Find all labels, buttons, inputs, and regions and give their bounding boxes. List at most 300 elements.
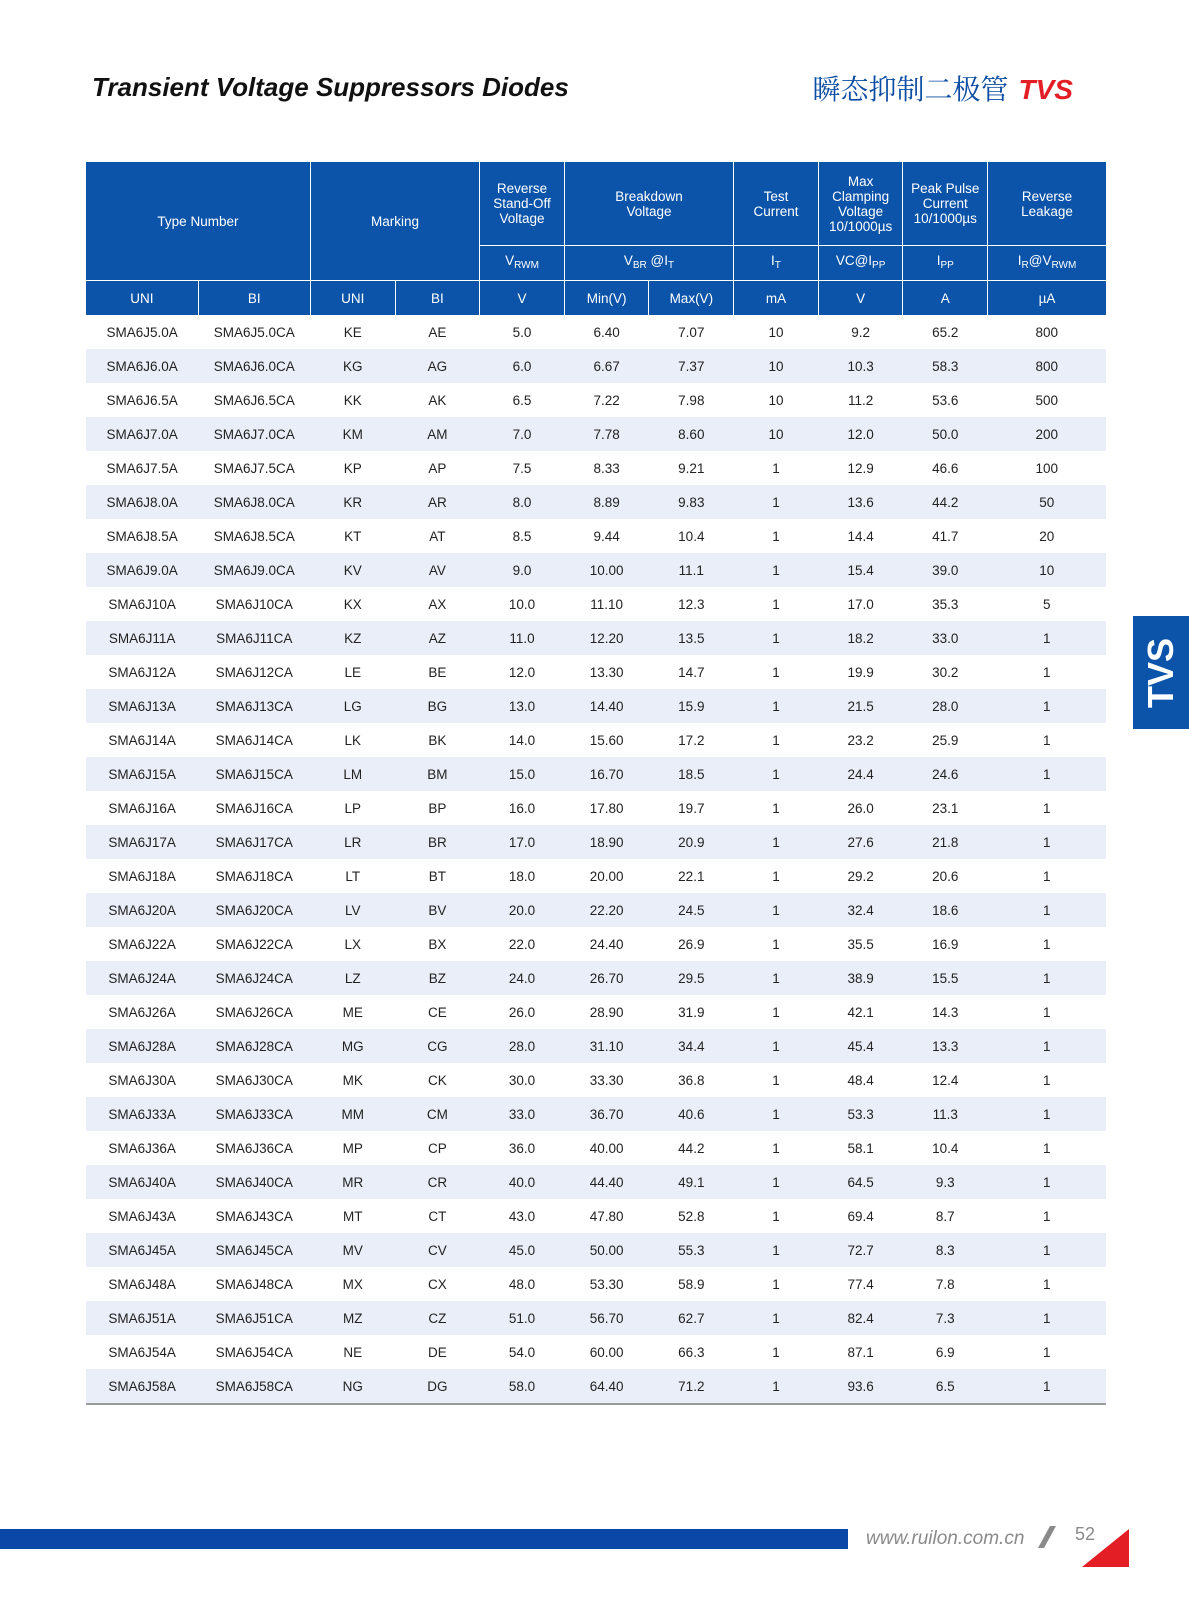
cell-it: 1 xyxy=(772,732,780,748)
cell-type-bi: SMA6J8.0CA xyxy=(198,485,310,519)
cell-type-uni: SMA6J11A xyxy=(86,621,198,655)
cell-vrwm: 7.5 xyxy=(512,460,532,476)
cell-vbr-min: 22.20 xyxy=(564,893,649,927)
cell-type-bi: SMA6J22CA xyxy=(215,936,293,952)
cell-marking-bi: CK xyxy=(427,1072,447,1088)
cell-it: 1 xyxy=(772,596,780,612)
cell-marking-bi: CE xyxy=(427,1004,447,1020)
cell-it: 1 xyxy=(772,664,780,680)
cell-vrwm: 54.0 xyxy=(508,1344,536,1360)
cell-vrwm: 8.0 xyxy=(480,485,565,519)
title-cn-text: 瞬态抑制二极管 xyxy=(812,74,1009,105)
cell-ir: 5 xyxy=(1043,596,1051,612)
cell-marking-bi: BP xyxy=(428,800,447,816)
cell-vbr-max: 24.5 xyxy=(649,893,734,927)
cell-marking-bi: CT xyxy=(428,1208,447,1224)
cell-ipp: 46.6 xyxy=(932,460,959,476)
table-row xyxy=(86,553,1106,587)
cell-marking-uni: KE xyxy=(343,324,362,340)
cell-marking-uni: KZ xyxy=(310,621,395,655)
cell-marking-bi: CX xyxy=(427,1276,447,1292)
table-row xyxy=(86,315,1106,349)
cell-type-uni: SMA6J8.0A xyxy=(86,485,198,519)
table-row xyxy=(86,1131,1106,1165)
cell-marking-uni: MZ xyxy=(310,1301,395,1335)
cell-vc: 11.2 xyxy=(847,392,874,408)
cell-marking-uni: KP xyxy=(343,460,362,476)
cell-ipp: 35.3 xyxy=(932,596,959,612)
cell-ipp: 7.3 xyxy=(903,1301,988,1335)
cell-marking-bi: AE xyxy=(428,324,447,340)
cell-marking-uni: LM xyxy=(310,757,395,791)
cell-it: 10 xyxy=(768,324,784,340)
cell-it: 10 xyxy=(734,349,819,383)
cell-type-uni: SMA6J45A xyxy=(86,1233,198,1267)
cell-marking-uni: MM xyxy=(310,1097,395,1131)
cell-ipp: 8.3 xyxy=(903,1233,988,1267)
cell-type-bi: SMA6J28CA xyxy=(198,1029,310,1063)
footer-url: www.ruilon.com.cn xyxy=(866,1528,1025,1549)
cell-marking-bi: BX xyxy=(428,936,447,952)
cell-vrwm: 58.0 xyxy=(480,1369,565,1404)
cell-ir: 1 xyxy=(988,961,1106,995)
cell-vrwm: 45.0 xyxy=(480,1233,565,1267)
cell-ir: 1 xyxy=(1043,1140,1051,1156)
footer-bar xyxy=(0,1529,848,1549)
cell-vbr-min: 26.70 xyxy=(564,961,649,995)
cell-marking-uni: MV xyxy=(310,1233,395,1267)
cell-ipp: 28.0 xyxy=(903,689,988,723)
cell-vbr-min: 47.80 xyxy=(589,1208,624,1224)
cell-it: 1 xyxy=(734,757,819,791)
table-row xyxy=(86,1063,1106,1097)
cell-vbr-min: 15.60 xyxy=(589,732,624,748)
cell-type-bi: SMA6J20CA xyxy=(198,893,310,927)
cell-it: 1 xyxy=(734,553,819,587)
cell-vbr-min: 28.90 xyxy=(589,1004,624,1020)
cell-ir: 500 xyxy=(1035,392,1059,408)
cell-type-uni: SMA6J15A xyxy=(86,757,198,791)
cell-ir: 50 xyxy=(988,485,1106,519)
cell-it: 1 xyxy=(734,893,819,927)
cell-ir: 1 xyxy=(1043,1004,1051,1020)
cell-marking-bi: AX xyxy=(428,596,447,612)
unit-header: µA xyxy=(988,281,1106,316)
cell-marking-uni: KM xyxy=(310,417,395,451)
table-row xyxy=(86,927,1106,961)
cell-vc: 93.6 xyxy=(818,1369,903,1404)
cell-vbr-max: 7.98 xyxy=(678,392,705,408)
cell-marking-bi: BG xyxy=(395,689,480,723)
cell-type-bi: SMA6J54CA xyxy=(215,1344,293,1360)
cell-marking-bi: BV xyxy=(395,893,480,927)
cell-vc: 64.5 xyxy=(818,1165,903,1199)
cell-it: 1 xyxy=(734,1369,819,1404)
cell-it: 1 xyxy=(734,689,819,723)
cell-vbr-max: 12.3 xyxy=(678,596,705,612)
table-row xyxy=(86,383,1106,417)
cell-ir: 1 xyxy=(988,1165,1106,1199)
cell-type-uni: SMA6J36A xyxy=(108,1140,176,1156)
cell-it: 10 xyxy=(734,417,819,451)
unit-header: BI xyxy=(395,281,480,316)
cell-type-bi: SMA6J7.5CA xyxy=(213,460,295,476)
cell-vbr-max: 9.21 xyxy=(678,460,705,476)
cell-vrwm: 6.0 xyxy=(480,349,565,383)
cell-vc: 21.5 xyxy=(818,689,903,723)
unit-header: UNI xyxy=(310,281,395,316)
cell-vbr-max: 49.1 xyxy=(649,1165,734,1199)
cell-type-uni: SMA6J14A xyxy=(108,732,176,748)
cell-vc: 69.4 xyxy=(847,1208,874,1224)
cell-vbr-min: 8.33 xyxy=(593,460,620,476)
cell-vbr-max: 31.9 xyxy=(678,1004,705,1020)
cell-type-uni: SMA6J17A xyxy=(86,825,198,859)
cell-vrwm: 11.0 xyxy=(480,621,565,655)
cell-marking-bi: AT xyxy=(429,528,446,544)
cell-vc: 27.6 xyxy=(818,825,903,859)
cell-vc: 53.3 xyxy=(818,1097,903,1131)
table-row xyxy=(86,485,1106,519)
cell-it: 1 xyxy=(734,621,819,655)
cell-vbr-min: 6.67 xyxy=(564,349,649,383)
cell-vrwm: 10.0 xyxy=(508,596,536,612)
cell-vrwm: 26.0 xyxy=(508,1004,536,1020)
cell-ipp: 15.5 xyxy=(903,961,988,995)
cell-vrwm: 36.0 xyxy=(508,1140,536,1156)
unit-header: UNI xyxy=(86,281,198,316)
cell-ipp: 50.0 xyxy=(903,417,988,451)
cell-marking-uni: KG xyxy=(310,349,395,383)
cell-vbr-max: 14.7 xyxy=(678,664,705,680)
cell-marking-bi: CZ xyxy=(395,1301,480,1335)
cell-type-bi: SMA6J9.0CA xyxy=(198,553,310,587)
side-tab-label: TVS xyxy=(1140,637,1181,708)
cell-marking-uni: KK xyxy=(343,392,362,408)
cell-ir: 1 xyxy=(1043,1072,1051,1088)
cell-vrwm: 13.0 xyxy=(480,689,565,723)
cell-ipp: 9.3 xyxy=(903,1165,988,1199)
cell-vc: 10.3 xyxy=(818,349,903,383)
cell-vrwm: 16.0 xyxy=(508,800,536,816)
table-row xyxy=(86,893,1106,927)
cell-type-bi: SMA6J16CA xyxy=(215,800,293,816)
cell-vc: 38.9 xyxy=(818,961,903,995)
cell-ir: 1 xyxy=(1043,1276,1051,1292)
cell-type-bi: SMA6J13CA xyxy=(198,689,310,723)
cell-vbr-max: 36.8 xyxy=(678,1072,705,1088)
cell-ipp: 23.1 xyxy=(932,800,959,816)
cell-ipp: 14.3 xyxy=(932,1004,959,1020)
title-tvs: TVS xyxy=(1018,74,1073,105)
cell-it: 1 xyxy=(734,961,819,995)
table-row xyxy=(86,1233,1106,1267)
table-row xyxy=(86,859,1106,893)
cell-ir: 1 xyxy=(1043,732,1051,748)
cell-vc: 58.1 xyxy=(847,1140,874,1156)
cell-ir: 1 xyxy=(988,1097,1106,1131)
cell-ir: 1 xyxy=(988,621,1106,655)
cell-vbr-min: 60.00 xyxy=(589,1344,624,1360)
cell-vbr-min: 20.00 xyxy=(589,868,624,884)
cell-vbr-min: 14.40 xyxy=(564,689,649,723)
cell-vrwm: 18.0 xyxy=(508,868,536,884)
table-row xyxy=(86,655,1106,689)
cell-vbr-min: 33.30 xyxy=(589,1072,624,1088)
cell-it: 1 xyxy=(772,800,780,816)
cell-vbr-max: 17.2 xyxy=(678,732,705,748)
cell-type-bi: SMA6J14CA xyxy=(215,732,293,748)
cell-vbr-max: 7.07 xyxy=(678,324,705,340)
table-row xyxy=(86,1335,1106,1369)
cell-marking-uni: LZ xyxy=(310,961,395,995)
cell-type-uni: SMA6J58A xyxy=(86,1369,198,1404)
page-title-cn xyxy=(813,68,1073,108)
cell-type-uni: SMA6J18A xyxy=(108,868,176,884)
cell-vc: 45.4 xyxy=(818,1029,903,1063)
cell-vbr-max: 15.9 xyxy=(649,689,734,723)
cell-type-bi: SMA6J17CA xyxy=(198,825,310,859)
cell-ipp: 39.0 xyxy=(903,553,988,587)
cell-ir: 20 xyxy=(1039,528,1055,544)
cell-vc: 19.9 xyxy=(847,664,874,680)
cell-ipp: 53.6 xyxy=(932,392,959,408)
header-peak-pulse: Peak Pulse Current 10/1000µs xyxy=(903,162,988,246)
cell-vbr-max: 29.5 xyxy=(649,961,734,995)
cell-vc: 15.4 xyxy=(818,553,903,587)
cell-type-bi: SMA6J11CA xyxy=(198,621,310,655)
cell-vc: 42.1 xyxy=(847,1004,874,1020)
cell-vbr-max: 9.83 xyxy=(649,485,734,519)
cell-marking-bi: DG xyxy=(395,1369,480,1404)
cell-vbr-max: 44.2 xyxy=(678,1140,705,1156)
cell-it: 1 xyxy=(734,485,819,519)
cell-type-bi: SMA6J30CA xyxy=(215,1072,293,1088)
table-row xyxy=(86,791,1106,825)
symbol-ipp: $I_{PP}$ xyxy=(903,246,988,281)
cell-ir: 100 xyxy=(1035,460,1059,476)
cell-ipp: 33.0 xyxy=(903,621,988,655)
cell-vbr-min: 17.80 xyxy=(589,800,624,816)
cell-marking-uni: LE xyxy=(344,664,361,680)
cell-vrwm: 51.0 xyxy=(480,1301,565,1335)
cell-ir: 1 xyxy=(1043,936,1051,952)
cell-marking-uni: LR xyxy=(310,825,395,859)
header-reverse-leakage: Reverse Leakage xyxy=(988,162,1106,246)
cell-vbr-min: 56.70 xyxy=(564,1301,649,1335)
symbol-vbr: $V_{BR}$ $@I_T$ xyxy=(564,246,733,281)
page-title: Transient Voltage Suppressors Diodes xyxy=(92,72,569,102)
cell-it: 1 xyxy=(772,936,780,952)
cell-marking-bi: BE xyxy=(428,664,447,680)
cell-ipp: 6.5 xyxy=(903,1369,988,1404)
cell-vbr-max: 26.9 xyxy=(678,936,705,952)
table-row xyxy=(86,995,1106,1029)
cell-vbr-max: 7.37 xyxy=(649,349,734,383)
cell-vbr-max: 20.9 xyxy=(649,825,734,859)
cell-ipp: 58.3 xyxy=(903,349,988,383)
cell-marking-bi: BM xyxy=(395,757,480,791)
cell-vbr-max: 19.7 xyxy=(678,800,705,816)
cell-ir: 1 xyxy=(988,757,1106,791)
cell-ipp: 11.3 xyxy=(903,1097,988,1131)
header-type-number: Type Number xyxy=(86,162,310,281)
cell-marking-uni: MX xyxy=(342,1276,363,1292)
cell-vbr-max: 18.5 xyxy=(649,757,734,791)
cell-ipp: 21.8 xyxy=(903,825,988,859)
cell-vbr-min: 64.40 xyxy=(564,1369,649,1404)
table-row xyxy=(86,723,1106,757)
cell-vc: 48.4 xyxy=(847,1072,874,1088)
cell-type-uni: SMA6J26A xyxy=(108,1004,176,1020)
cell-type-uni: SMA6J6.5A xyxy=(106,392,178,408)
cell-vc: 72.7 xyxy=(818,1233,903,1267)
cell-vrwm: 43.0 xyxy=(508,1208,536,1224)
cell-vc: 13.6 xyxy=(818,485,903,519)
cell-vbr-max: 22.1 xyxy=(678,868,705,884)
cell-it: 1 xyxy=(772,460,780,476)
cell-vrwm: 24.0 xyxy=(480,961,565,995)
cell-type-bi: SMA6J6.5CA xyxy=(213,392,295,408)
cell-type-bi: SMA6J12CA xyxy=(215,664,293,680)
cell-type-uni: SMA6J12A xyxy=(108,664,176,680)
cell-type-bi: SMA6J10CA xyxy=(215,596,293,612)
cell-it: 1 xyxy=(734,1233,819,1267)
cell-it: 10 xyxy=(768,392,784,408)
cell-marking-bi: BR xyxy=(395,825,480,859)
cell-type-uni: SMA6J9.0A xyxy=(86,553,198,587)
cell-type-uni: SMA6J28A xyxy=(86,1029,198,1063)
cell-ir: 1 xyxy=(1043,800,1051,816)
table-row xyxy=(86,1165,1106,1199)
cell-vrwm: 7.0 xyxy=(480,417,565,451)
unit-header: Min(V) xyxy=(564,281,649,316)
cell-marking-uni: MP xyxy=(342,1140,363,1156)
unit-header: A xyxy=(903,281,988,316)
cell-vbr-min: 9.44 xyxy=(593,528,620,544)
cell-vc: 77.4 xyxy=(847,1276,874,1292)
table-row xyxy=(86,825,1106,859)
cell-vbr-min: 36.70 xyxy=(564,1097,649,1131)
cell-marking-uni: ME xyxy=(342,1004,363,1020)
cell-vrwm: 28.0 xyxy=(480,1029,565,1063)
cell-vrwm: 22.0 xyxy=(508,936,536,952)
cell-marking-bi: BT xyxy=(428,868,446,884)
cell-ipp: 44.2 xyxy=(903,485,988,519)
spec-table xyxy=(86,162,1106,1405)
symbol-vrwm: $V_{RWM}$ xyxy=(480,246,565,281)
cell-type-uni: SMA6J51A xyxy=(86,1301,198,1335)
table-row xyxy=(86,1267,1106,1301)
cell-ir: 1 xyxy=(1043,1344,1051,1360)
cell-vrwm: 17.0 xyxy=(480,825,565,859)
cell-it: 1 xyxy=(772,1276,780,1292)
cell-vc: 35.5 xyxy=(847,936,874,952)
table-row xyxy=(86,519,1106,553)
cell-vc: 9.2 xyxy=(851,324,870,340)
cell-it: 1 xyxy=(734,1029,819,1063)
cell-vbr-min: 44.40 xyxy=(564,1165,649,1199)
page-number: 52 xyxy=(1075,1524,1096,1544)
table-body xyxy=(86,315,1106,1404)
cell-vc: 12.9 xyxy=(847,460,874,476)
cell-type-bi: SMA6J7.0CA xyxy=(198,417,310,451)
cell-it: 1 xyxy=(772,1072,780,1088)
cell-ipp: 12.4 xyxy=(932,1072,959,1088)
cell-vrwm: 15.0 xyxy=(480,757,565,791)
cell-vc: 18.2 xyxy=(818,621,903,655)
table-row xyxy=(86,961,1106,995)
cell-type-uni: SMA6J7.0A xyxy=(86,417,198,451)
cell-type-uni: SMA6J16A xyxy=(108,800,176,816)
table-row xyxy=(86,1029,1106,1063)
cell-vrwm: 5.0 xyxy=(512,324,532,340)
cell-vbr-max: 13.5 xyxy=(649,621,734,655)
cell-ipp: 16.9 xyxy=(932,936,959,952)
cell-ipp: 10.4 xyxy=(932,1140,959,1156)
cell-type-bi: SMA6J6.0CA xyxy=(198,349,310,383)
cell-vbr-max: 62.7 xyxy=(649,1301,734,1335)
cell-marking-bi: CG xyxy=(395,1029,480,1063)
cell-vbr-min: 50.00 xyxy=(564,1233,649,1267)
cell-type-uni: SMA6J10A xyxy=(108,596,176,612)
cell-vrwm: 20.0 xyxy=(480,893,565,927)
cell-ir: 1 xyxy=(1043,664,1051,680)
cell-vrwm: 6.5 xyxy=(512,392,532,408)
cell-marking-bi: BZ xyxy=(395,961,480,995)
cell-type-bi: SMA6J40CA xyxy=(198,1165,310,1199)
cell-vbr-min: 12.20 xyxy=(564,621,649,655)
cell-it: 1 xyxy=(772,1140,780,1156)
cell-vbr-min: 18.90 xyxy=(564,825,649,859)
cell-vrwm: 12.0 xyxy=(508,664,536,680)
cell-vbr-max: 34.4 xyxy=(649,1029,734,1063)
cell-marking-bi: AP xyxy=(428,460,447,476)
cell-marking-bi: CR xyxy=(395,1165,480,1199)
cell-type-uni: SMA6J6.0A xyxy=(86,349,198,383)
cell-type-bi: SMA6J8.5CA xyxy=(213,528,295,544)
cell-ir: 1 xyxy=(988,893,1106,927)
unit-header: Max(V) xyxy=(649,281,734,316)
cell-vc: 23.2 xyxy=(847,732,874,748)
cell-type-bi: SMA6J24CA xyxy=(198,961,310,995)
table-row xyxy=(86,587,1106,621)
cell-ipp: 24.6 xyxy=(903,757,988,791)
cell-vbr-max: 10.4 xyxy=(678,528,705,544)
cell-vc: 12.0 xyxy=(818,417,903,451)
unit-header: BI xyxy=(198,281,310,316)
table-row xyxy=(86,1369,1106,1404)
cell-it: 1 xyxy=(734,1301,819,1335)
cell-vc: 26.0 xyxy=(847,800,874,816)
symbol-ir: $I_R@V_{RWM}$ xyxy=(988,246,1106,281)
cell-type-bi: SMA6J36CA xyxy=(215,1140,293,1156)
cell-vbr-max: 66.3 xyxy=(678,1344,705,1360)
cell-ir: 1 xyxy=(1043,868,1051,884)
cell-type-bi: SMA6J5.0CA xyxy=(213,324,295,340)
cell-marking-bi: AZ xyxy=(395,621,480,655)
cell-type-bi: SMA6J43CA xyxy=(215,1208,293,1224)
cell-it: 1 xyxy=(734,825,819,859)
cell-marking-bi: AG xyxy=(395,349,480,383)
cell-type-uni: SMA6J13A xyxy=(86,689,198,723)
cell-vc: 14.4 xyxy=(847,528,874,544)
cell-marking-uni: LX xyxy=(344,936,361,952)
table-row xyxy=(86,757,1106,791)
cell-type-uni: SMA6J20A xyxy=(86,893,198,927)
cell-vbr-max: 58.9 xyxy=(678,1276,705,1292)
cell-vc: 82.4 xyxy=(818,1301,903,1335)
